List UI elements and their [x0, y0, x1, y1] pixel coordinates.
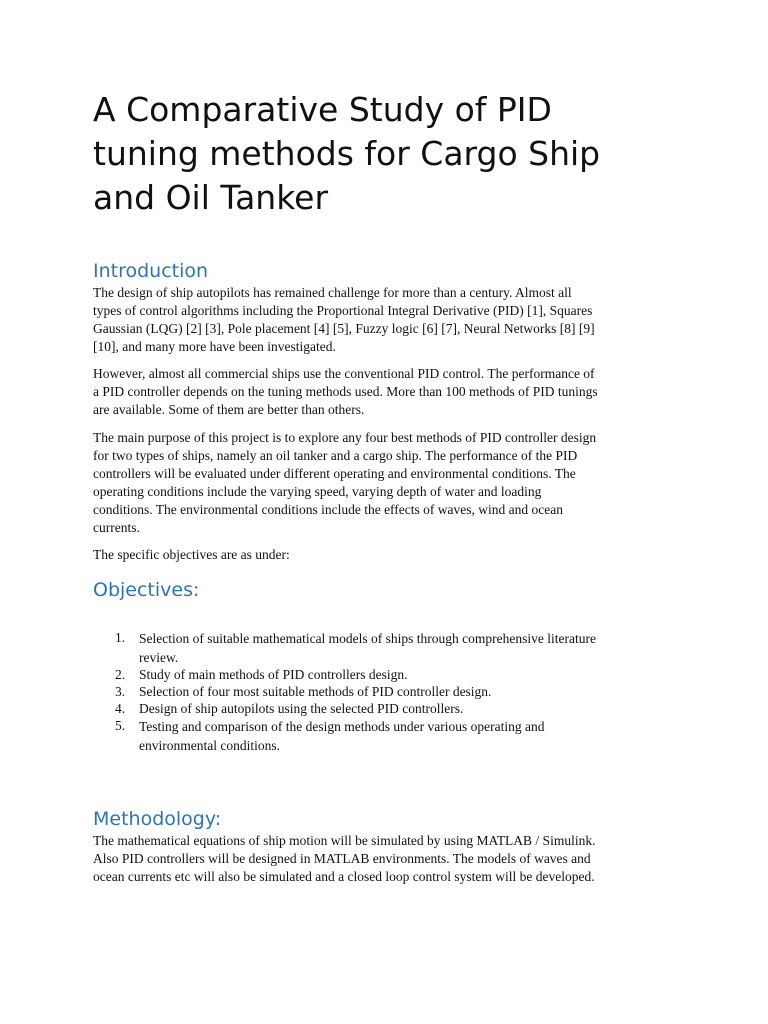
- list-item-text: Selection of four most suitable methods of PID controller design.: [139, 684, 492, 699]
- methodology-paragraph: [93, 832, 683, 886]
- text-line: are available. Some of them are better than others.: [93, 402, 365, 417]
- text-line: operating conditions include the varying speed, varying depth of water and loading: [93, 484, 542, 499]
- text-line: However, almost all commercial ships use the conventional PID control. The performance of: [93, 366, 595, 381]
- text-line: The mathematical equations of ship motion will be simulated by using MATLAB / Simulink.: [93, 833, 596, 848]
- text-line: types of control algorithms including the Proportional Integral Derivative (PID) [1], Squares: [93, 303, 593, 318]
- title-line: tuning methods for Cargo Ship: [93, 134, 601, 173]
- list-item-text: review.: [139, 650, 179, 665]
- text-line: a PID controller depends on the tuning methods used. More than 100 methods of PID tunings: [93, 384, 598, 399]
- introduction-paragraph-3: [93, 429, 683, 537]
- list-item-text: Selection of suitable mathematical models of ships through comprehensive literature: [139, 631, 596, 646]
- list-item-number: 2.: [115, 667, 126, 682]
- text-line: [10], and many more have been investigated.: [93, 339, 336, 354]
- list-item: [93, 700, 683, 717]
- introduction-paragraph-2: [93, 365, 683, 419]
- title-line: A Comparative Study of PID: [93, 90, 552, 129]
- list-item-number: 3.: [115, 684, 126, 699]
- list-item-text: Testing and comparison of the design methods under various operating and: [139, 719, 545, 734]
- objectives-list: [93, 629, 683, 754]
- list-item-text: Design of ship autopilots using the selected PID controllers.: [139, 701, 464, 716]
- list-item: [93, 666, 683, 683]
- text-line: The design of ship autopilots has remained challenge for more than a century. Almost all: [93, 285, 572, 300]
- methodology-heading: Methodology:: [93, 808, 222, 830]
- list-item-number: 5.: [115, 718, 126, 733]
- text-line: Gaussian (LQG) [2] [3], Pole placement [4] [5], Fuzzy logic [6] [7], Neural Networks [8] [9]: [93, 321, 595, 336]
- introduction-paragraph-1: [93, 284, 683, 356]
- introduction-paragraph-4: [93, 546, 683, 564]
- document-title: [93, 88, 683, 220]
- text-line: The specific objectives are as under:: [93, 547, 290, 562]
- text-line: controllers will be evaluated under different operating and environmental conditions. The: [93, 466, 576, 481]
- objectives-heading: Objectives:: [93, 579, 200, 601]
- list-item: [93, 717, 683, 754]
- text-line: currents.: [93, 520, 140, 535]
- list-item-text: environmental conditions.: [139, 738, 280, 753]
- list-item: [93, 629, 683, 666]
- text-line: The main purpose of this project is to explore any four best methods of PID controller design: [93, 430, 597, 445]
- list-item: [93, 683, 683, 700]
- list-item-number: 4.: [115, 701, 126, 716]
- text-line: for two types of ships, namely an oil tanker and a cargo ship. The performance of the PID: [93, 448, 578, 463]
- list-item-number: 1.: [115, 630, 126, 645]
- title-line: and Oil Tanker: [93, 178, 329, 217]
- list-item-text: Study of main methods of PID controllers design.: [139, 667, 408, 682]
- text-line: conditions. The environmental conditions include the effects of waves, wind and ocean: [93, 502, 563, 517]
- introduction-heading: Introduction: [93, 260, 209, 282]
- text-line: Also PID controllers will be designed in MATLAB environments. The models of waves and: [93, 851, 591, 866]
- text-line: ocean currents etc will also be simulated and a closed loop control system will be developed.: [93, 869, 595, 884]
